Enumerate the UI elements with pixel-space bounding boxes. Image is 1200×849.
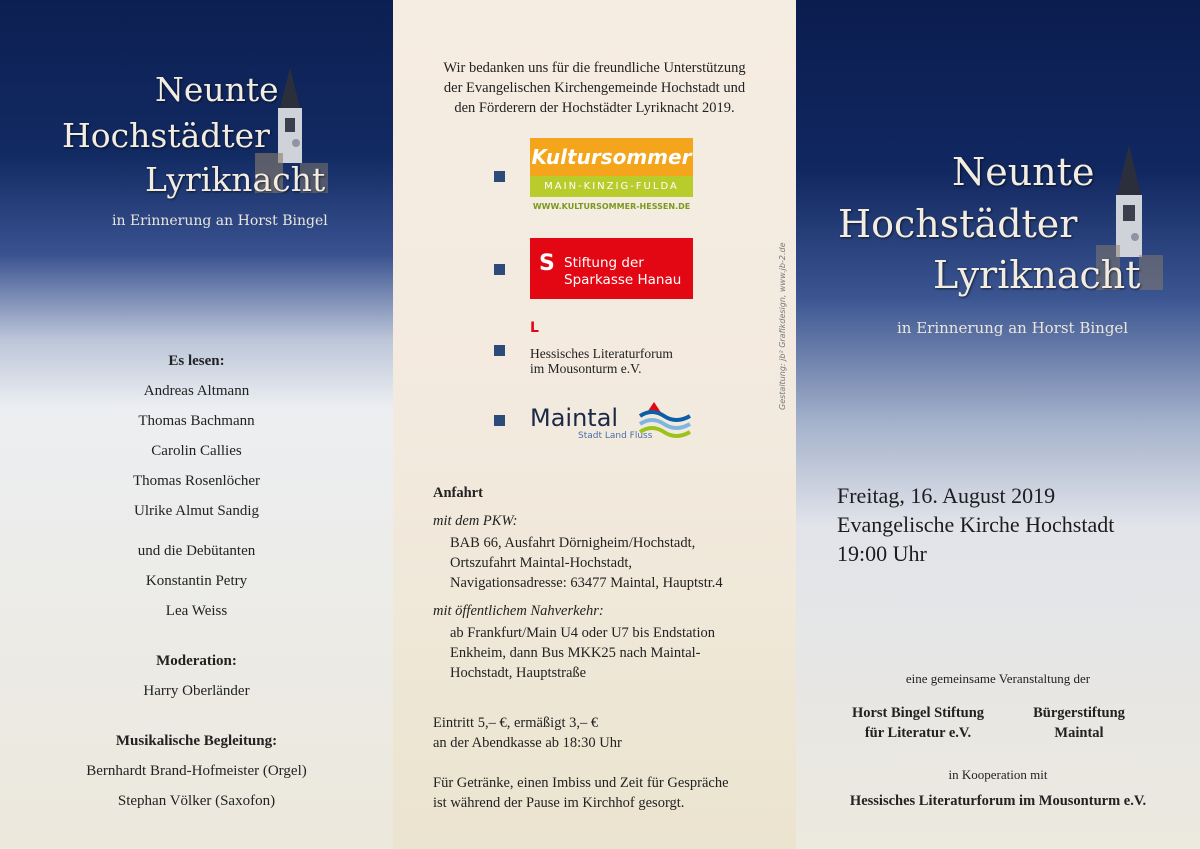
pkw-directions	[450, 533, 723, 593]
event-date: Freitag, 16. August 2019	[837, 483, 1056, 508]
literaturforum-line-1: Hessisches Literaturforum	[530, 346, 673, 361]
thanks-line-3: den Förderern der Hochstädter Lyriknacht 2019.	[454, 100, 735, 116]
literaturforum-l-icon: L	[530, 320, 539, 336]
maintal-tagline: Stadt Land Fluss	[578, 431, 653, 441]
pkw-line-3: Navigationsadresse: 63477 Maintal, Hauptstr.4	[450, 575, 723, 591]
event-details	[837, 481, 1114, 568]
title-line-1: Neunte	[952, 150, 1095, 194]
debutant-1: Konstantin Petry	[145, 573, 248, 589]
maintal-wave-icon	[638, 398, 692, 440]
title-line-2: Hochstädter	[62, 116, 270, 155]
thanks-text	[393, 58, 796, 118]
organizer-1-line-2: für Literatur e.V.	[864, 725, 972, 741]
eintritt-line-1: Eintritt 5,– €, ermäßigt 3,– €	[433, 715, 599, 731]
oepnv-line-1: ab Frankfurt/Main U4 oder U7 bis Endstation	[450, 625, 715, 641]
literaturforum-text	[530, 346, 673, 376]
organizer-1	[818, 703, 1018, 743]
title-line-3: Lyriknacht	[145, 160, 326, 199]
reader-5: Ulrike Almut Sandig	[134, 503, 259, 519]
middle-panel	[393, 0, 796, 849]
bullet	[494, 415, 505, 426]
title-line-1: Neunte	[155, 70, 279, 109]
oepnv-directions	[450, 623, 715, 683]
reader-3: Carolin Callies	[151, 443, 242, 459]
subtitle: in Erinnerung an Horst Bingel	[897, 319, 1129, 337]
thanks-line-1: Wir bedanken uns für die freundliche Unterstützung	[443, 60, 746, 76]
debutant-2: Lea Weiss	[165, 603, 228, 619]
getraenke-info	[433, 773, 729, 813]
moderation-heading: Moderation:	[156, 653, 237, 669]
bullet	[494, 345, 505, 356]
reader-4: Thomas Rosenlöcher	[132, 473, 261, 489]
kooperation-text: in Kooperation mit	[948, 767, 1048, 782]
title-line-2: Hochstädter	[838, 202, 1078, 246]
anfahrt-heading: Anfahrt	[433, 485, 483, 501]
pkw-line-1: BAB 66, Ausfahrt Dörnigheim/Hochstadt,	[450, 535, 696, 551]
pkw-label: mit dem PKW:	[433, 513, 518, 529]
veranstaltung-text: eine gemeinsame Veranstaltung der	[905, 671, 1091, 686]
moderator: Harry Oberländer	[143, 683, 250, 699]
bullet	[494, 171, 505, 182]
sparkasse-line-2: Sparkasse Hanau	[564, 272, 682, 288]
musician-1: Bernhardt Brand-Hofmeister (Orgel)	[86, 763, 307, 779]
eintritt-info	[433, 713, 622, 753]
kultursommer-region: MAIN-KINZIG-FULDA	[530, 176, 693, 197]
sparkasse-logo	[530, 238, 693, 299]
reader-1: Andreas Altmann	[143, 383, 250, 399]
sparkasse-s-icon: S	[539, 251, 555, 276]
oepnv-line-2: Enkheim, dann Bus MKK25 nach Maintal-	[450, 645, 701, 661]
eintritt-line-2: an der Abendkasse ab 18:30 Uhr	[433, 735, 622, 751]
es-lesen-heading: Es lesen:	[168, 353, 225, 369]
musician-2: Stephan Völker (Saxofon)	[117, 793, 276, 809]
kultursommer-title: Kultursommer	[530, 138, 693, 176]
kultursommer-url: WWW.KULTURSOMMER-HESSEN.DE	[532, 202, 691, 211]
getraenke-line-2: ist während der Pause im Kirchhof gesorgt.	[433, 795, 685, 811]
organizer-2-line-2: Maintal	[1054, 725, 1104, 741]
organizer-1-line-1: Horst Bingel Stiftung	[851, 705, 985, 721]
left-panel	[0, 0, 393, 849]
right-panel	[796, 0, 1200, 849]
event-time: 19:00 Uhr	[837, 541, 927, 566]
oepnv-label: mit öffentlichem Nahverkehr:	[433, 603, 604, 619]
maintal-name: Maintal	[530, 404, 619, 432]
event-location: Evangelische Kirche Hochstadt	[837, 512, 1115, 537]
literaturforum-logo	[530, 320, 673, 376]
sparkasse-line-1: Stiftung der	[564, 255, 644, 271]
sparkasse-text	[564, 255, 681, 289]
design-credit: Gestaltung: jb² Grafikdesign, www.jb-2.de	[778, 242, 787, 410]
organizer-2-line-1: Bürgerstiftung	[1033, 705, 1125, 721]
debutanten-intro: und die Debütanten	[137, 543, 256, 559]
title-line-3: Lyriknacht	[933, 253, 1141, 297]
musik-heading: Musikalische Begleitung:	[115, 733, 278, 749]
getraenke-line-1: Für Getränke, einen Imbiss und Zeit für Gespräche	[433, 775, 729, 791]
oepnv-line-3: Hochstadt, Hauptstraße	[450, 665, 587, 681]
pkw-line-2: Ortszufahrt Maintal-Hochstadt,	[450, 555, 633, 571]
reader-2: Thomas Bachmann	[138, 413, 255, 429]
kultursommer-logo	[530, 138, 693, 211]
literaturforum-line-2: im Mousonturm e.V.	[530, 361, 642, 376]
organizer-2	[1004, 703, 1154, 743]
maintal-logo	[530, 398, 700, 444]
subtitle: in Erinnerung an Horst Bingel	[112, 213, 328, 229]
thanks-line-2: der Evangelischen Kirchengemeinde Hochstadt und	[443, 80, 746, 96]
bullet	[494, 264, 505, 275]
partner-name: Hessisches Literaturforum im Mousonturm e.V.	[849, 793, 1147, 809]
